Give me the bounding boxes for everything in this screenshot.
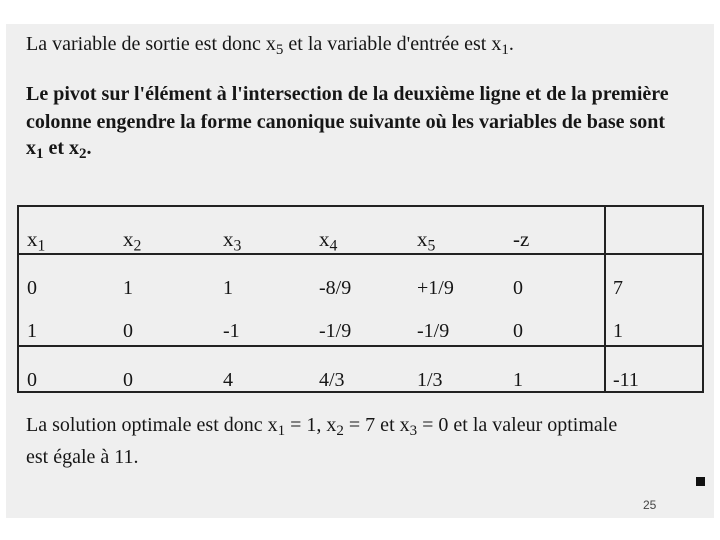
table-cell: 1: [613, 320, 623, 342]
text-line-basic-variables: $x_1$ et $x_2$.: [26, 137, 92, 163]
table-cell: 1: [513, 369, 523, 391]
table-cell: 0: [513, 277, 523, 299]
table-cell: -8/9: [319, 277, 352, 299]
end-of-proof-square: [696, 477, 705, 486]
table-cell: 0: [27, 277, 37, 299]
table-cell: 1: [123, 277, 133, 299]
simplex-tableau: [17, 205, 704, 393]
table-header-cell: $x_5$: [417, 227, 436, 255]
table-cell: 7: [613, 277, 623, 299]
text-line-pivot: Le pivot sur l'élément à l'intersection de la deuxième ligne et de la première: [26, 83, 669, 105]
table-header-cell: $x_1$: [27, 227, 46, 255]
table-cell: 0: [123, 369, 133, 391]
page-number: 25: [643, 498, 657, 512]
table-cell: +1/9: [417, 277, 454, 299]
table-cell: 4: [223, 369, 233, 391]
table-cell: 1: [27, 320, 37, 342]
table-header-cell: -z: [513, 227, 530, 251]
table-header-cell: $x_2$: [123, 227, 142, 255]
table-cell: 4/3: [319, 369, 345, 391]
table-header-cell: $x_3$: [223, 227, 242, 255]
table-cell: -11: [613, 369, 639, 391]
table-cell: -1/9: [417, 320, 450, 342]
text-line-canonical-form: colonne engendre la forme canonique suivante où les variables de base sont: [26, 111, 666, 133]
table-cell: 0: [27, 369, 37, 391]
table-divider-rhs: [604, 207, 606, 391]
table-cell: 0: [513, 320, 523, 342]
table-cell: 0: [123, 320, 133, 342]
table-divider-header: [19, 253, 702, 255]
table-cell: -1: [223, 320, 240, 342]
text-line-optimal-solution: La solution optimale est donc $x_1 = 1$, $x_2 = 7$ et $x_3 = 0$ et la valeur optimale: [26, 414, 618, 440]
table-cell: 1: [223, 277, 233, 299]
text-line-exit-variable: La variable de sortie est donc $x_5$ et la variable d'entrée est $x_1$.: [26, 33, 514, 59]
text-line-optimal-value: est égale à 11.: [26, 446, 139, 468]
table-cell: 1/3: [417, 369, 443, 391]
table-cell: -1/9: [319, 320, 352, 342]
table-header-cell: $x_4$: [319, 227, 338, 255]
table-divider-objective: [19, 345, 702, 347]
